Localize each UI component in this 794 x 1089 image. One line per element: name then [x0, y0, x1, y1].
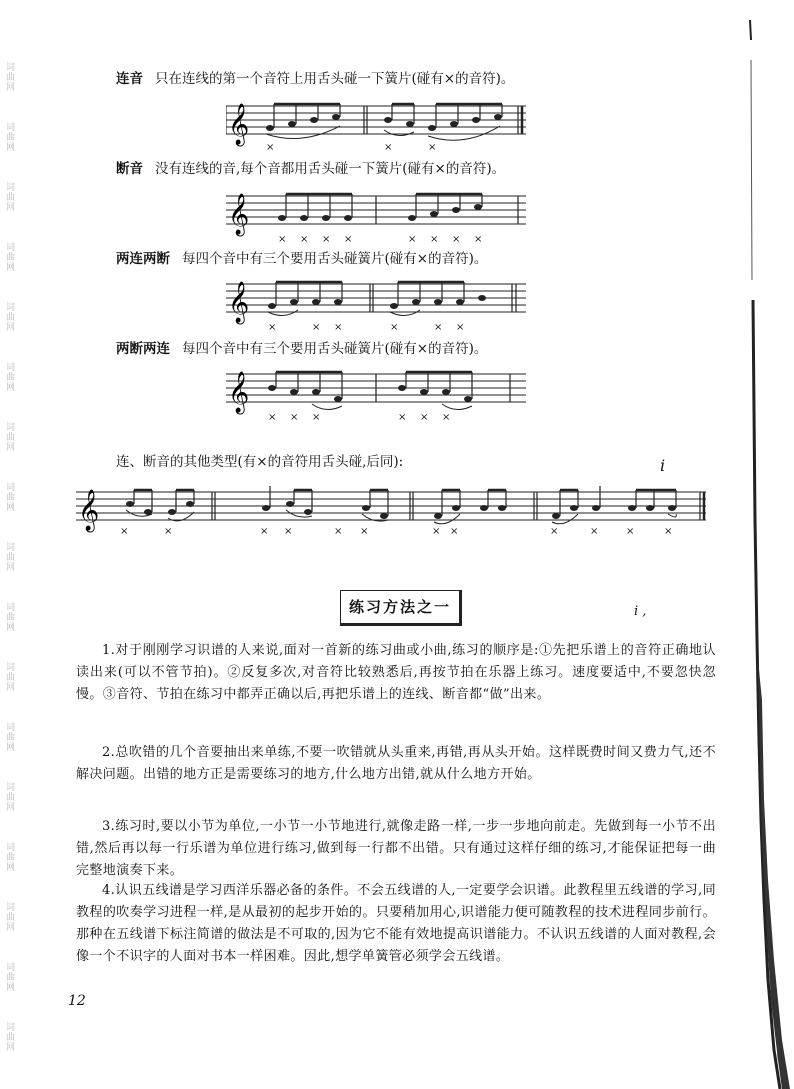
- svg-text:×: ×: [312, 412, 321, 423]
- treble-clef-icon: 𝄞: [228, 372, 250, 413]
- watermark-left-3: 词曲网: [4, 182, 14, 212]
- slur2-stacc2-staff: [226, 274, 536, 336]
- treble-clef-icon: 𝄞: [228, 194, 250, 235]
- paragraph-1: 1.对于刚刚学习识谱的人来说,面对一首新的练习曲或小曲,练习的顺序是:①先把乐谱上的音符正确地认读出来(可以不管节拍)。②反复多次,对音符比较熟悉后,再按节拍在乐器上练习。速度要适中,不要忽快忽慢。③音符、节拍在练习中都弄正确以后,再把乐谱上的连线、断音都“做”出来。: [76, 643, 716, 702]
- stacc2-slur2-staff: [226, 364, 536, 426]
- svg-text:×: ×: [300, 234, 309, 245]
- watermark-left-10: 词曲网: [4, 602, 14, 632]
- watermark-left-4: 词曲网: [4, 242, 14, 272]
- section-desc: 每四个音中有三个要用舌头碰簧片(碰有×的音符)。: [182, 251, 488, 267]
- svg-text:×: ×: [452, 234, 461, 245]
- watermark-left-17: 词曲网: [4, 1022, 14, 1052]
- watermark-left-11: 词曲网: [4, 662, 14, 692]
- section-label: 两断两连: [116, 341, 170, 357]
- section-desc: 每四个音中有三个要用舌头碰簧片(碰有×的音符)。: [182, 341, 488, 357]
- svg-text:×: ×: [334, 322, 343, 333]
- section-legato-heading: [116, 70, 514, 88]
- other-types-heading: 连、断音的其他类型(有×的音符用舌头碰,后同):: [116, 454, 404, 470]
- svg-text:×: ×: [442, 412, 451, 423]
- watermark-left-5: 词曲网: [4, 302, 14, 332]
- watermark-left-12: 词曲网: [4, 722, 14, 752]
- svg-text:×: ×: [408, 234, 417, 245]
- svg-text:×: ×: [664, 526, 673, 537]
- svg-text:×: ×: [266, 142, 275, 153]
- svg-text:×: ×: [334, 526, 343, 537]
- paragraph-4: 4.认识五线谱是学习西洋乐器必备的条件。不会五线谱的人,一定要学会识谱。此教程里五线谱的学习,同教程的吹奏学习进程一样,是从最初的起步开始的。只要稍加用心,识谱能力便可随教程的技术进程同步前行。那种在五线谱下标注简谱的做法是不可取的,因为它不能有效地提高识谱能力。不认识五线谱的人面对教程,会像一个不识字的人面对书本一样困难。因此,想学单簧管必须学会五线谱。: [76, 883, 716, 964]
- watermark-left-1: 词曲网: [4, 62, 14, 92]
- svg-text:×: ×: [398, 412, 407, 423]
- svg-text:×: ×: [322, 234, 331, 245]
- section-desc: 只在连线的第一个音符上用舌头碰一下簧片(碰有×的音符)。: [155, 71, 515, 87]
- svg-text:×: ×: [278, 234, 287, 245]
- svg-text:×: ×: [360, 526, 369, 537]
- svg-text:×: ×: [312, 322, 321, 333]
- svg-text:×: ×: [268, 412, 277, 423]
- section-desc: 没有连线的音,每个音都用舌头碰一下簧片(碰有×的音符)。: [155, 161, 506, 177]
- svg-text:×: ×: [430, 234, 439, 245]
- svg-text:×: ×: [626, 526, 635, 537]
- stray-mark: i: [660, 456, 666, 475]
- svg-text:×: ×: [432, 526, 441, 537]
- svg-text:×: ×: [164, 526, 173, 537]
- svg-text:×: ×: [290, 412, 299, 423]
- section-slur2-stacc2-heading: [116, 250, 487, 268]
- section-label: 连音: [116, 71, 143, 87]
- svg-text:×: ×: [434, 322, 443, 333]
- svg-text:×: ×: [428, 142, 437, 153]
- svg-text:×: ×: [450, 526, 459, 537]
- treble-clef-icon: 𝄞: [228, 104, 250, 145]
- section-staccato-heading: [116, 160, 505, 178]
- paragraph-3: 3.练习时,要以小节为单位,一小节一小节地进行,就像走路一样,一步一步地向前走。先做到每一小节不出错,然后再以每一行乐谱为单位进行练习,做到每一行都不出错。只有通过这样仔细的练习,才能保证把每一曲完整地演奏下来。: [76, 819, 716, 878]
- stray-mark-2: i ,: [634, 604, 647, 619]
- paragraph-2: 2.总吹错的几个音要抽出来单练,不要一吹错就从头重来,再错,再从头开始。这样既费时间又费力气,还不解决问题。出错的地方正是需要练习的地方,什么地方出错,就从什么地方开始。: [76, 745, 716, 782]
- watermark-left-16: 词曲网: [4, 962, 14, 992]
- other-types-staff: [76, 480, 716, 544]
- svg-text:×: ×: [420, 412, 429, 423]
- svg-text:×: ×: [120, 526, 129, 537]
- watermark-left-2: 词曲网: [4, 122, 14, 152]
- svg-text:×: ×: [550, 526, 559, 537]
- svg-text:×: ×: [284, 526, 293, 537]
- watermark-left-6: 词曲网: [4, 362, 14, 392]
- binding-edge: [742, 0, 794, 1089]
- watermark-left-13: 词曲网: [4, 782, 14, 812]
- watermark-left-8: 词曲网: [4, 482, 14, 512]
- watermark-left-15: 词曲网: [4, 902, 14, 932]
- svg-text:×: ×: [260, 526, 269, 537]
- treble-clef-icon: 𝄞: [228, 282, 250, 323]
- practice-methods-title: 练习方法之一: [340, 590, 462, 626]
- section-label: 断音: [116, 161, 143, 177]
- svg-text:×: ×: [590, 526, 599, 537]
- page-number: 12: [68, 993, 86, 1009]
- svg-text:×: ×: [384, 142, 393, 153]
- svg-text:×: ×: [344, 234, 353, 245]
- watermark-left-9: 词曲网: [4, 542, 14, 572]
- section-label: 两连两断: [116, 251, 170, 267]
- treble-clef-icon: 𝄞: [78, 490, 100, 531]
- svg-text:×: ×: [390, 322, 399, 333]
- svg-text:×: ×: [456, 322, 465, 333]
- watermark-left-14: 词曲网: [4, 842, 14, 872]
- legato-staff: [226, 96, 536, 154]
- svg-text:×: ×: [474, 234, 483, 245]
- staccato-staff: [226, 186, 536, 248]
- watermark-left-7: 词曲网: [4, 422, 14, 452]
- svg-text:×: ×: [268, 322, 277, 333]
- section-stacc2-slur2-heading: [116, 340, 487, 358]
